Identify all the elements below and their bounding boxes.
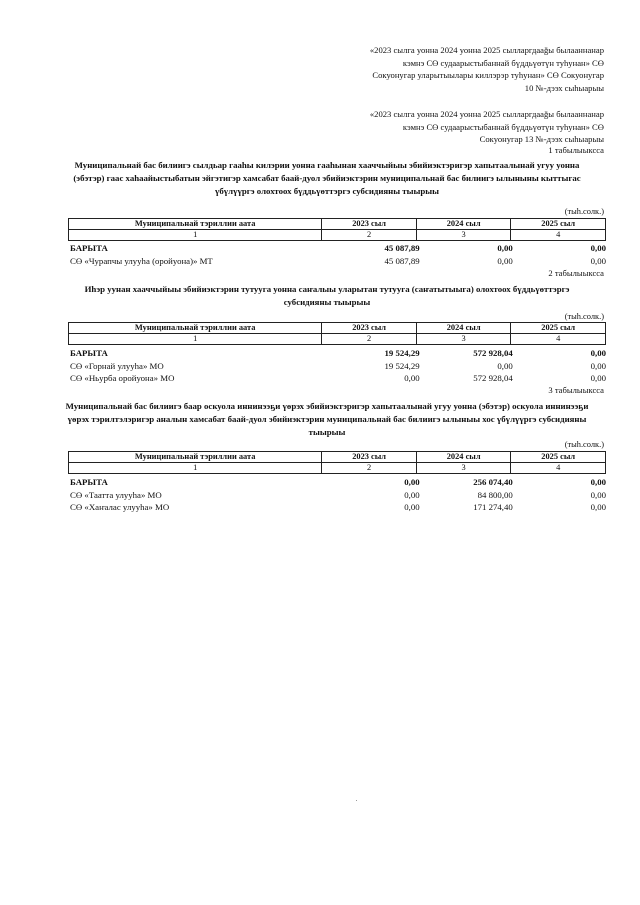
column-header-2024: 2024 сыл — [416, 323, 511, 334]
unit-label-3: (тыһ.солк.) — [564, 440, 604, 449]
unit-label-2: (тыһ.солк.) — [564, 312, 604, 321]
value-2025: 0,00 — [590, 477, 606, 487]
header-line: Сокуонугар уларытыылары киллэрэр туһунан» СӨ Сокуонугар — [372, 70, 604, 81]
value-2025: 0,00 — [590, 360, 606, 371]
column-header-2024: 2024 сыл — [416, 452, 511, 463]
value-2024: 0,00 — [497, 360, 513, 371]
value-2025: 0,00 — [590, 348, 606, 358]
column-number: 1 — [69, 230, 322, 241]
column-number: 2 — [322, 463, 417, 474]
column-header-2023: 2023 сыл — [322, 323, 417, 334]
value-2025: 0,00 — [590, 502, 606, 513]
unit-label-1: (тыһ.солк.) — [564, 207, 604, 216]
value-2023: 45 087,89 — [384, 255, 420, 266]
table-row — [70, 489, 606, 502]
value-2023: 0,00 — [404, 477, 420, 487]
value-2023: 19 524,29 — [384, 348, 420, 358]
column-header-2023: 2023 сыл — [322, 219, 417, 230]
header-line: кэмнэ СӨ судаарыстыбаннай бүддьүөтүн туһунан» СӨ — [402, 121, 604, 132]
header-line: «2023 сылга уонна 2024 уонна 2025 сылларгдаağы былааннанар — [369, 109, 604, 119]
annex-label-1: 1 табылыыксса — [548, 145, 604, 155]
total-row — [70, 476, 606, 489]
column-header-name: Муниципальнай тэриллии аата — [69, 452, 322, 463]
table-header-grid-1 — [68, 218, 606, 241]
value-2023: 45 087,89 — [384, 243, 420, 253]
column-number: 1 — [69, 334, 322, 345]
table-header-grid-2 — [68, 322, 606, 345]
value-2023: 0,00 — [404, 373, 420, 384]
data-table-3 — [70, 476, 606, 514]
value-2023: 0,00 — [404, 489, 420, 500]
header-line: «2023 сылга уонна 2024 уонна 2025 сылларгдаağы былааннанар — [369, 45, 604, 55]
value-2025: 0,00 — [590, 489, 606, 500]
table-title-3: Муниципальнай бас билиигэ баар оскуола иннинээҕи үөрэх эбийиэктэригэр хапытаалынай угуу уонна (эбэтэр) оскуола иннинээҕи үөрэх тэрилтэлэригэр аналын хамсабат баай-дуол эбийиэктэрин муниципальнай бас билиигэ ылыныы хос үбүлүүргэ субсидияны тыырыы — [65, 401, 589, 437]
column-number: 3 — [416, 463, 511, 474]
column-header-2024: 2024 сыл — [416, 219, 511, 230]
column-header-2025: 2025 сыл — [511, 323, 606, 334]
annex-label-2: 2 табылыыксса — [548, 268, 604, 278]
row-name: СӨ «Горнай улууһа» МО — [70, 360, 164, 371]
value-2023: 19 524,29 — [384, 360, 420, 371]
scan-speck — [356, 800, 357, 801]
appendix-header-2 — [370, 108, 604, 146]
value-2023: 0,00 — [404, 502, 420, 513]
header-line: кэмнэ СӨ судаарыстыбаннай бүддьүөтүн туһунан» СӨ — [402, 57, 604, 68]
row-name: БАРЫТА — [70, 477, 108, 487]
annex-label-3: 3 табылыыксса — [548, 385, 604, 395]
row-name: БАРЫТА — [70, 243, 108, 253]
row-name: СӨ «Таатта улууһа» МО — [70, 489, 162, 500]
column-number: 2 — [322, 230, 417, 241]
column-header-2023: 2023 сыл — [322, 452, 417, 463]
value-2024: 572 928,04 — [473, 373, 513, 384]
value-2024: 0,00 — [497, 243, 513, 253]
table-header-grid-3 — [68, 451, 606, 474]
column-header-2025: 2025 сыл — [511, 452, 606, 463]
row-name: СӨ «Хаҥалас улууһа» МО — [70, 502, 170, 513]
appendix-header-1 — [370, 44, 604, 94]
column-number: 3 — [416, 334, 511, 345]
table-title-1: Муниципальнай бас билиигэ сылдьар гааһы килэрии уонна гааһынан хааччыйыы эбийиэктэригэр хапытаалынай угуу уонна (эбэтэр) гаас хаһаайыстыбатын эйгэтигэр хамсабат баай-дуол эбийиэктэрин муниципальнай бас билиигэ ылыныны кыттыгас үбүлүүргэ олохтоох бүддьүөттэргэ субсидияны тыырыы — [73, 160, 581, 196]
row-name: СӨ «Ньурба оройуона» МО — [70, 373, 175, 384]
value-2024: 256 074,40 — [473, 477, 513, 487]
total-row — [70, 347, 606, 360]
table-row — [70, 360, 606, 373]
column-header-2025: 2025 сыл — [511, 219, 606, 230]
column-number: 3 — [416, 230, 511, 241]
table-row — [70, 501, 606, 514]
column-number: 4 — [511, 463, 606, 474]
table-title-2: Иһэр уунан хааччыйыы эбийиэктэрин тутууга уонна саҥалыы уларытан тутууга (саҥатытыыга) олохтоох бүддьүөттэргэ субсидияны тыырыы — [84, 284, 570, 307]
data-table-1 — [70, 242, 606, 267]
value-2025: 0,00 — [590, 255, 606, 266]
header-line: 10 №-дээх сыһыарыы — [524, 82, 604, 93]
value-2024: 84 800,00 — [477, 489, 513, 500]
table-row — [70, 255, 606, 268]
column-number: 4 — [511, 334, 606, 345]
data-table-2 — [70, 347, 606, 385]
value-2024: 0,00 — [497, 255, 513, 266]
header-line: Сокуонугар 13 №-дээх сыһыарыы — [479, 134, 604, 145]
row-name: БАРЫТА — [70, 348, 108, 358]
column-header-name: Муниципальнай тэриллии аата — [69, 219, 322, 230]
column-header-name: Муниципальнай тэриллии аата — [69, 323, 322, 334]
row-name: СӨ «Чурапчы улууһа (оройуона)» МТ — [70, 255, 213, 266]
column-number: 2 — [322, 334, 417, 345]
value-2024: 171 274,40 — [473, 502, 513, 513]
column-number: 1 — [69, 463, 322, 474]
value-2025: 0,00 — [590, 373, 606, 384]
column-number: 4 — [511, 230, 606, 241]
total-row — [70, 242, 606, 255]
table-row — [70, 372, 606, 385]
value-2024: 572 928,04 — [473, 348, 513, 358]
value-2025: 0,00 — [590, 243, 606, 253]
